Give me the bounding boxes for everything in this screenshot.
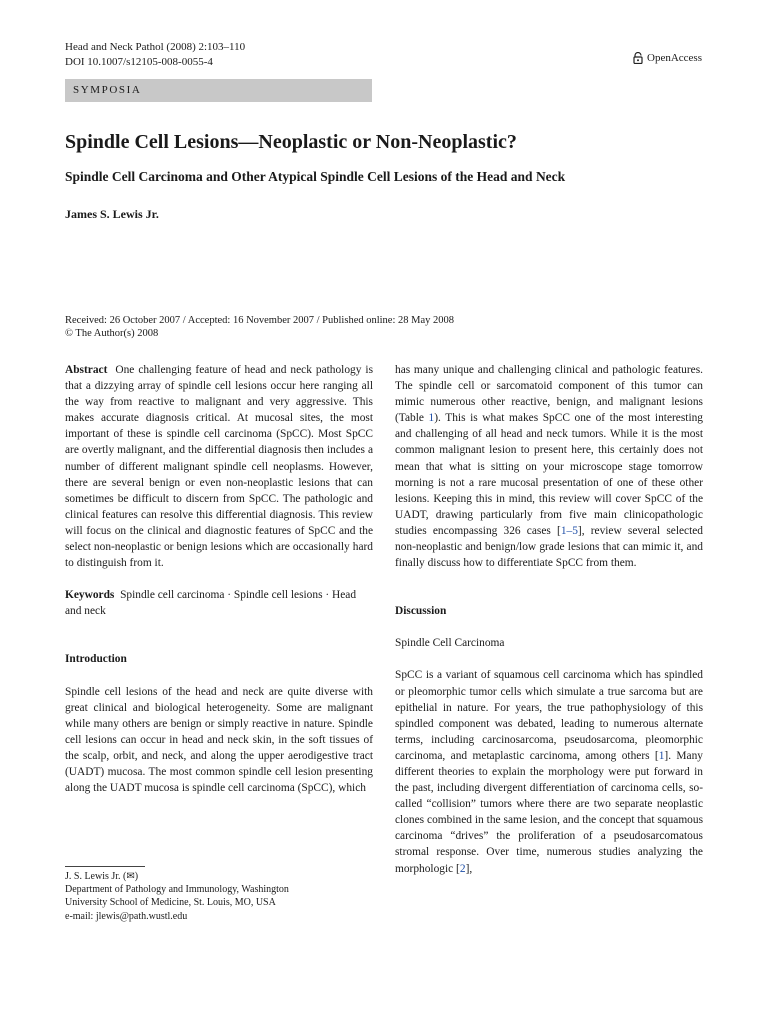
footnote-rule (65, 866, 145, 867)
table-1-link[interactable]: 1 (428, 412, 435, 425)
intro-cont-c: ], review several selected non-neoplastic and benign/low grade lesions that can mimic it, and finally discuss how to differentiate SpCC from them. (395, 524, 704, 570)
doi[interactable]: DOI 10.1007/s12105-008-0055-4 (65, 56, 213, 68)
spcc-a: SpCC is a variant of squamous cell carcinoma which has spindled or pleomorphic tumor cells which simulate a true sarcoma but are epithelial in nature. For years, the true pathophysiology of this spindled component was debated, leading to numerous alternate terms, including carcinosarcoma, pseudosarcoma, pleomorphic carcinoma, and metaplastic carcinoma, among others [ (395, 669, 703, 762)
ref-1-link[interactable]: 1 (658, 749, 665, 762)
keywords (65, 587, 373, 619)
correspondence-footnote (65, 870, 289, 923)
right-column (395, 362, 703, 877)
abstract (65, 362, 373, 571)
ref-1-5-link[interactable]: 1–5 (560, 524, 578, 537)
left-column (65, 362, 373, 796)
intro-cont-a: has many unique and challenging clinical and pathologic features. The spindle cell or sarcomatoid component of this tumor can mimic numerous other reactive, benign, and malignant lesions (Table (395, 364, 703, 425)
section-label: SYMPOSIA (65, 79, 372, 102)
article-subtitle: Spindle Cell Carcinoma and Other Atypical Spindle Cell Lesions of the Head and Neck (65, 169, 566, 184)
keywords-text: Spindle cell carcinoma · Spindle cell lesions · Head and neck (65, 589, 357, 618)
abstract-text: One challenging feature of head and neck pathology is that a dizzying array of spindle cell lesions occur here ranging all the way from reactive to malignant and very aggressive. This makes accurate diagnosis critical. At mucosal sites, the most important of these is spindle cell carcinoma (SpCC). Most SpCC are overtly malignant, and the differential diagnosis then includes a number of different malignant spindle cell neoplasms. However, there are several benign or even non-neoplastic lesions that can sometimes be difficult to discern from SpCC. The pathologic and clinical features can resolve this differential diagnosis. This review will focus on the clinical and diagnostic features of SpCC and the select non-neoplastic or benign lesions which are occasionally hard to distinguish from it. (65, 364, 373, 570)
introduction-continued (395, 362, 703, 571)
email[interactable]: e-mail: jlewis@path.wustl.edu (65, 910, 188, 922)
introduction-text: Spindle cell lesions of the head and neck are quite diverse with great clinical and biological heterogeneity. Some are malignant while many others are benign or simply reactive in nature. Spindle cell lesions can occur in head and neck skin, in the soft tissues of the scalp, orbit, and neck, and along the upper aerodigestive tract (UADT) mucosa. The most common spindle cell lesion presenting along the UADT mucosa is spindle cell carcinoma (SpCC), which (65, 685, 373, 795)
abstract-label: Abstract (65, 364, 108, 376)
open-access-lock-icon (632, 52, 644, 64)
department: Department of Pathology and Immunology, Washington (65, 884, 289, 896)
article-title: Spindle Cell Lesions—Neoplastic or Non-Neoplastic? (65, 131, 517, 153)
spcc-text (395, 667, 703, 876)
ref-2-link[interactable]: 2 (459, 862, 466, 875)
intro-cont-b: ). This is what makes SpCC one of the most interesting and challenging of all head and neck tumors. While it is the most common malignant lesion to present here, this certainly does not mean that what is sitting on your microscope stage tomorrow morning is not a rare mucosal presentation of one of these other lesions. Keeping this in mind, this review will cover SpCC of the UADT, drawing particularly from five main clinicopathologic studies encompassing 326 cases [ (395, 412, 704, 537)
keywords-label: Keywords (65, 589, 115, 602)
dates-line: Received: 26 October 2007 / Accepted: 16 November 2007 / Published online: 28 May 2008 (65, 315, 455, 326)
journal-citation: Head and Neck Pathol (2008) 2:103–110 (65, 41, 246, 53)
copyright-line: © The Author(s) 2008 (65, 328, 159, 339)
open-access-badge (632, 52, 702, 64)
discussion-heading: Discussion (395, 605, 447, 618)
spcc-heading: Spindle Cell Carcinoma (395, 637, 505, 650)
publication-dates (65, 314, 454, 340)
spcc-b: ]. Many different theories to explain the morphology were put forward in the past, including divergent differentiation of carcinoma cells, so-called “collision” tumors where there are two separate neoplastic clones combined in the same lesion, and the concept that squamous carcinoma “drives” the proliferation of a pseudosarcomatous stromal response. Over time, numerous studies analyzing the morphologic [ (395, 749, 703, 875)
open-access-label: OpenAccess (647, 52, 702, 64)
journal-info (65, 40, 245, 70)
introduction-heading: Introduction (65, 653, 127, 666)
spcc-c: ], (465, 862, 473, 875)
school: University School of Medicine, St. Louis, MO, USA (65, 897, 276, 909)
corresponding-author: J. S. Lewis Jr. (✉) (65, 871, 139, 882)
author-name: James S. Lewis Jr. (65, 207, 159, 221)
